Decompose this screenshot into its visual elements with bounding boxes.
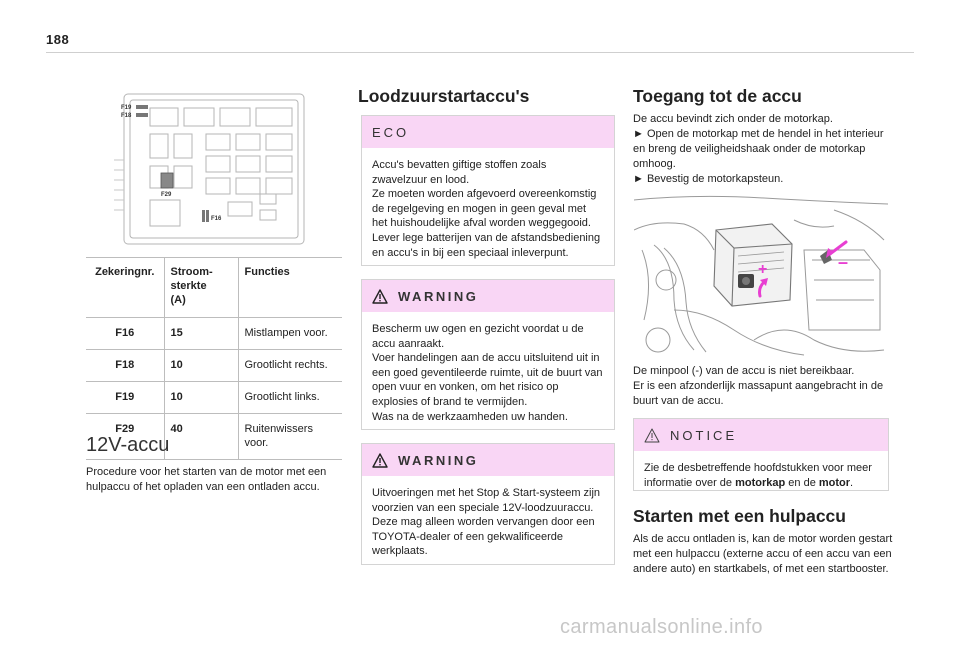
fuse-table (86, 257, 342, 460)
notice-text: Zie de desbetreffende hoofdstukken voor meer informatie over de motorkap en de motor. (644, 462, 872, 489)
page-number: 188 (46, 32, 70, 47)
engine-bay-illustration (634, 190, 888, 360)
fuse-amperage: 10 (164, 382, 238, 414)
warning-triangle-icon (372, 289, 388, 304)
section-12v-text: Procedure voor het starten van de motor met een hulpaccu of het opladen van een ontladen accu. (86, 466, 327, 493)
starten-title: Starten met een hulpaccu (633, 506, 846, 526)
warning-text: Uitvoeringen met het Stop & Start-systeem zijn voorzien van een speciale 12V-loodzuuraccu. Deze mag alleen worden vervangen door een TOYOTA-dealer of een gekwalificeerde werkplaats. (372, 487, 601, 558)
fuse-label-f19: F19 (121, 105, 132, 111)
fuse-function: Ruitenwissers voor. (238, 414, 342, 460)
plus-symbol: + (758, 261, 768, 278)
fuse-number: F18 (86, 350, 164, 382)
warning-bar (362, 280, 614, 312)
warning-callout-2 (361, 443, 615, 565)
warning-callout-1 (361, 279, 615, 430)
table-row (86, 382, 342, 414)
warning-bar (362, 444, 614, 476)
notice-triangle-icon (644, 428, 660, 443)
fuse-amperage: 15 (164, 318, 238, 350)
notice-callout (633, 418, 889, 491)
fuse-function: Grootlicht links. (238, 382, 342, 414)
toegang-text: De accu bevindt zich onder de motorkap. ► Open de motorkap met de hendel in het interieur en breng de veiligheidshaak onder de motorkap omhoog. ► Bevestig de motorkapsteun. (633, 113, 884, 185)
fuse-table-header: Zekeringnr. (86, 258, 164, 318)
watermark: carmanualsonline.info (560, 616, 763, 638)
notice-label: NOTICE (670, 427, 738, 443)
top-divider (46, 52, 914, 53)
warning-text: Bescherm uw ogen en gezicht voordat u de accu aanraakt. Voer handelingen aan de accu uitsluitend uit in een goed geventileerde ruimte, uit de buurt van open vuur en vonken, om het risico op explosies of brand te vermijden. Was na de werkzaamheden uw handen. (372, 323, 603, 423)
fuse-table-header-row (86, 258, 342, 318)
fuse-function: Mistlampen voor. (238, 318, 342, 350)
warning-label: WARNING (398, 288, 479, 304)
eco-text-content: Accu's bevatten giftige stoffen zoals zwavelzuur en lood. Ze moeten worden afgevoerd overeenkomstig de regelgeving en mogen in geen geval met het huishoudelijke afval worden weggegooid. Lever lege batterijen van de afstandsbediening en accu's in bij een speciaal inleverpunt. (372, 159, 601, 259)
minus-symbol: – (838, 252, 849, 272)
starten-text: Als de accu ontladen is, kan de motor worden gestart met een hulpaccu (externe accu of een accu van een andere auto) en startkabels, of met een startbooster. (633, 533, 893, 575)
fuse-amperage: 10 (164, 350, 238, 382)
toegang-title: Toegang tot de accu (633, 86, 802, 106)
section-12v-title: 12V-accu (86, 434, 170, 456)
fuse-table-header: Functies (238, 258, 342, 318)
warning-label: WARNING (398, 452, 479, 468)
notice-bold-motor: motor (818, 476, 851, 489)
notice-bar (634, 419, 888, 451)
fuse-number: F29 (86, 414, 164, 460)
notice-bold-motorkap: motorkap (735, 476, 786, 489)
table-row (86, 318, 342, 350)
loodzuur-title: Loodzuurstartaccu's (358, 86, 530, 106)
fuse-amperage: 40 (164, 414, 238, 460)
fuse-label-f29: F29 (161, 192, 172, 198)
fuse-number: F19 (86, 382, 164, 414)
fuse-number: F16 (86, 318, 164, 350)
fuse-label-f16: F16 (211, 216, 222, 222)
fuse-box-diagram (110, 90, 310, 250)
minpool-text: De minpool (-) van de accu is niet bereikbaar. Er is een afzonderlijk massapunt aangebracht in de buurt van de accu. (633, 365, 884, 407)
eco-callout (361, 115, 615, 266)
eco-text (362, 148, 614, 269)
warning-triangle-icon (372, 453, 388, 468)
fuse-function: Grootlicht rechts. (238, 350, 342, 382)
eco-label: ECO (362, 116, 614, 148)
table-row (86, 350, 342, 382)
fuse-label-f18: F18 (121, 113, 132, 119)
fuse-table-header: Stroom- sterkte (A) (164, 258, 238, 318)
